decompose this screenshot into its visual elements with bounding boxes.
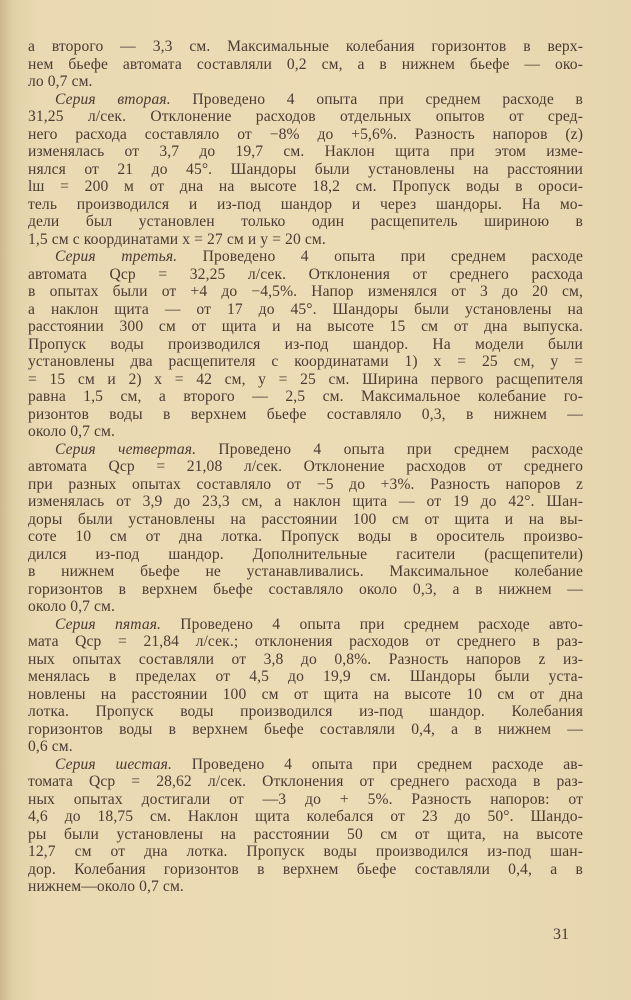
text-line: доры были установлены на расстоянии 100 см от щита и на вы- [28, 510, 583, 528]
paragraph [28, 91, 583, 249]
text-line: новлены на расстоянии 100 см от щита на высоте 10 см от дна [28, 685, 583, 703]
text-line [28, 616, 583, 634]
text-line: ло 0,7 см. [28, 73, 93, 90]
text-line: = 15 см и 2) x = 42 см, y = 25 см. Ширина первого расщепителя [28, 370, 583, 388]
text-line [28, 91, 583, 109]
page-body-text [28, 38, 583, 896]
text-line: равна 1,5 см, а второго — 2,5 см. Максимальное колебание го- [28, 388, 583, 405]
line-text: Проведено 4 опыта при среднем расходе [196, 440, 583, 458]
text-line: установлены два расщепителя с координатами 1) x = 25 см, y = [28, 353, 583, 370]
text-line: дор. Колебания горизонтов в верхнем бьефе составляли 0,4, а в [28, 860, 583, 878]
page-number: 31 [553, 926, 569, 943]
text-line: изменялась от 3,9 до 23,3 см, а наклон щита — от 19 до 42°. Шан- [28, 493, 583, 510]
text-line: изменялась от 3,7 до 19,7 см. Наклон щита при этом изме- [28, 143, 583, 160]
text-line: нем бьефе автомата составляли 0,2 см, а в нижнем бьефе — око- [28, 55, 583, 73]
text-line: 0,6 см. [28, 738, 73, 755]
text-line: 31,25 л/сек. Отклонение расходов отдельных опытов от сред- [28, 108, 583, 125]
paragraph [28, 248, 583, 441]
text-line: в опытах были от +4 до −4,5%. Напор изменялся от 3 до 20 см, [28, 283, 583, 300]
text-line: дился из-под шандор. Дополнительные гасители (расщепители) [28, 545, 583, 563]
text-line: мата Qср = 21,84 л/сек.; отклонения расходов от среднего в раз- [28, 633, 583, 650]
text-line: lш = 200 м от дна на высоте 18,2 см. Пропуск воды в ороси- [28, 178, 583, 195]
text-line: нижнем—около 0,7 см. [28, 878, 184, 895]
text-line: ных опытах достигали от —3 до + 5%. Разность напоров: от [28, 790, 583, 808]
series-heading: Серия шестая. [55, 755, 172, 773]
text-line: около 0,7 см. [28, 598, 116, 615]
line-text: Проведено 4 опыта при среднем расходе [177, 248, 583, 265]
paragraph [28, 441, 583, 616]
text-line: 12,7 см от дна лотка. Пропуск воды производился из-под шан- [28, 843, 583, 860]
text-line: него расхода составляло от −8% до +5,6%. Разность напоров (z) [28, 125, 583, 143]
text-line: ных опытах составляли от 3,8 до 0,8%. Разность напоров z из- [28, 650, 583, 668]
paragraph [28, 756, 583, 896]
text-line: автомата Qср = 21,08 л/сек. Отклонение расходов от среднего [28, 458, 583, 475]
text-line: ры были установлены на расстоянии 50 см от щита, на высоте [28, 825, 583, 843]
text-line: томата Qср = 28,62 л/сек. Отклонения от среднего расхода в раз- [28, 773, 583, 790]
paragraph [28, 38, 583, 91]
text-line: расстоянии 300 см от щита и на высоте 15 см от дна выпуска. [28, 318, 583, 335]
line-text: Проведено 4 опыта при среднем расходе в [170, 90, 583, 108]
text-line: около 0,7 см. [28, 423, 116, 440]
paragraph [28, 616, 583, 756]
text-line: лотка. Пропуск воды производился из-под шандор. Колебания [28, 703, 583, 720]
text-line: дели был установлен только один расщепитель шириною в [28, 213, 583, 230]
series-heading: Серия четвертая. [55, 440, 197, 458]
series-heading: Серия вторая. [55, 90, 171, 108]
text-line: горизонтов в верхнем бьефе составляло около 0,3, а в нижнем — [28, 580, 583, 598]
text-line [28, 248, 583, 266]
line-text: Проведено 4 опыта при среднем расходе ав- [172, 755, 583, 773]
text-line: а наклон щита — от 17 до 45°. Шандоры были установлены на [28, 300, 583, 318]
text-line: Пропуск воды производился из-под шандор. На модели были [28, 335, 583, 353]
text-line: 1,5 см с координатами x = 27 см и y = 20 см. [28, 230, 326, 248]
text-line: при разных опытах составляло от −5 до +3%. Разность напоров z [28, 475, 583, 493]
text-line [28, 441, 583, 459]
series-heading: Серия третья. [55, 248, 178, 265]
line-text: Проведено 4 опыта при среднем расходе авто- [161, 615, 583, 633]
text-line: менялась в пределах от 4,5 до 19,9 см. Шандоры были уста- [28, 668, 583, 685]
text-line: автомата Qср = 32,25 л/сек. Отклонения от среднего расхода [28, 265, 583, 283]
text-line: в нижнем бьефе не устанавливались. Максимальное колебание [28, 563, 583, 580]
text-line: 4,6 до 18,75 см. Наклон щита колебался от 23 до 50°. Шандо- [28, 808, 583, 825]
text-line [28, 756, 583, 774]
text-line: горизонтов воды в верхнем бьефе составляли 0,4, а в нижнем — [28, 720, 583, 738]
text-line: тель производился и из-под шандор и через шандоры. На мо- [28, 195, 583, 213]
series-heading: Серия пятая. [55, 615, 162, 633]
text-line: соте 10 см от дна лотка. Пропуск воды в ороситель произво- [28, 528, 583, 545]
text-line: ризонтов воды в верхнем бьефе составляло 0,3, в нижнем — [28, 405, 583, 423]
text-line: нялся от 21 до 45°. Шандоры были установлены на расстоянии [28, 160, 583, 178]
text-line: а второго — 3,3 см. Максимальные колебания горизонтов в верх- [28, 38, 583, 55]
